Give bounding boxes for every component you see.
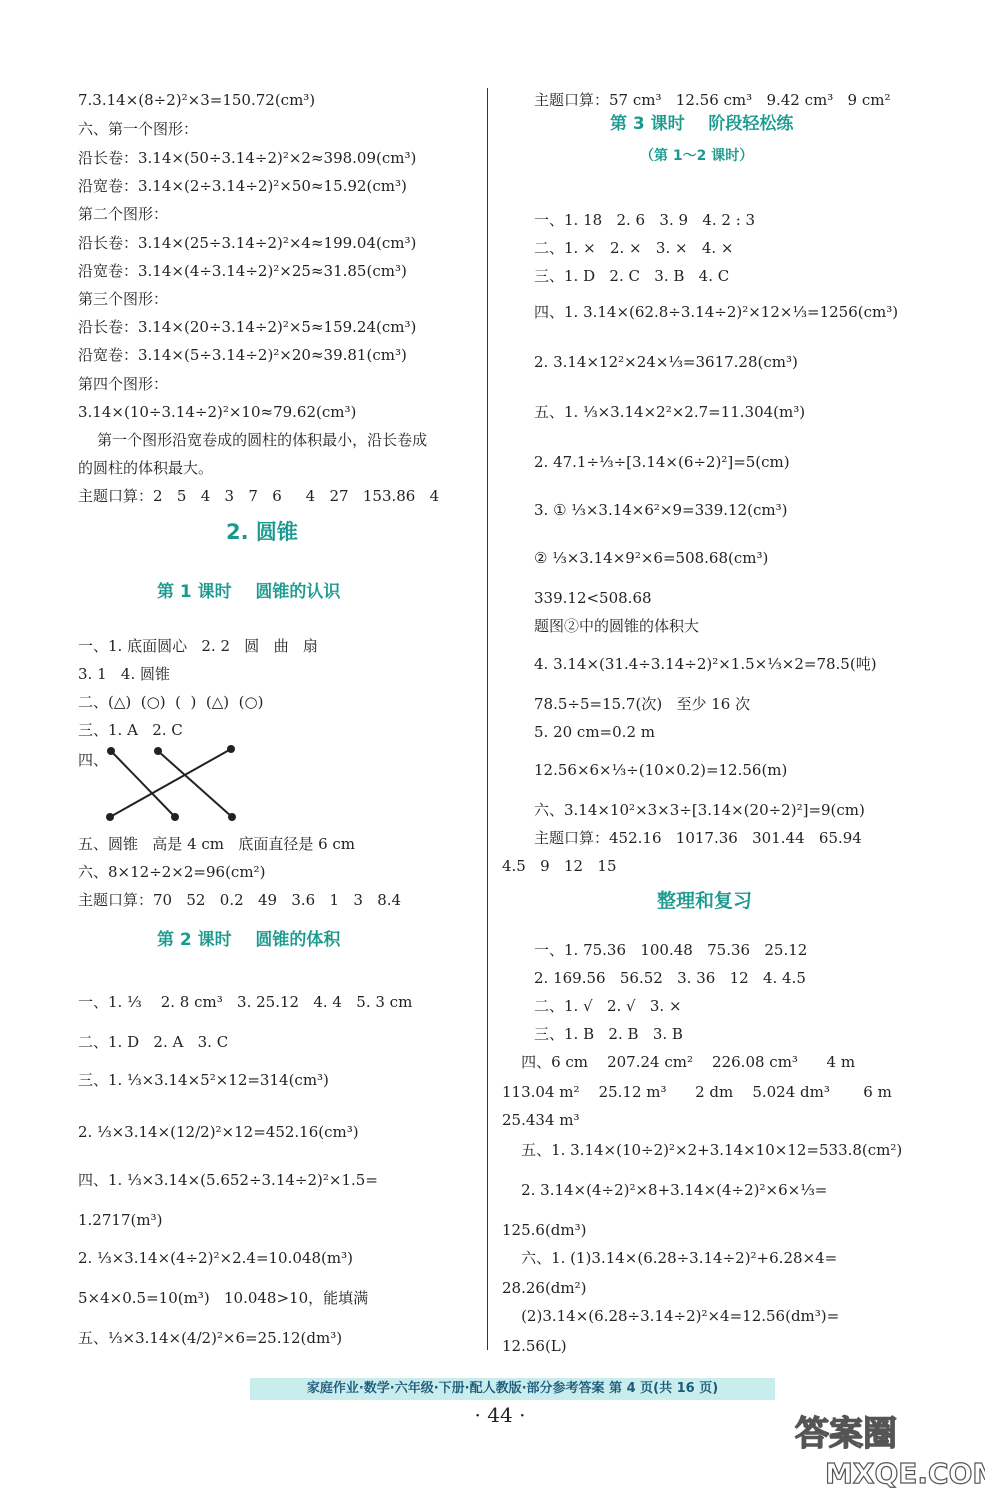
right-answer-line: 二、1. √ 2. √ 3. × — [534, 997, 682, 1015]
right-answer-line: 2. 169.56 56.52 3. 36 12 4. 4.5 — [534, 969, 806, 987]
right-answer-line: 主题口算：57 cm³ 12.56 cm³ 9.42 cm³ 9 cm² — [534, 91, 891, 109]
right-answer-line: 三、1. B 2. B 3. B — [534, 1025, 683, 1043]
left-answer-line: 3.14×(10÷3.14÷2)²×10≈79.62(cm³) — [78, 403, 357, 421]
right-answer-line: 二、1. × 2. × 3. × 4. × — [534, 239, 734, 257]
right-answer-line: 2. 47.1÷⅓÷[3.14×(6÷2)²]=5(cm) — [534, 453, 790, 471]
footer-bar: 家庭作业·数学·六年级·下册·配人教版·部分参考答案 第 4 页(共 16 页) — [250, 1378, 775, 1400]
column-divider — [487, 88, 488, 1350]
right-answer-line: 一、1. 75.36 100.48 75.36 25.12 — [534, 941, 808, 959]
left-answer-line: 六、8×12÷2×2=96(cm²) — [78, 863, 266, 881]
right-answer-line: 一、1. 18 2. 6 3. 9 4. 2 : 3 — [534, 211, 756, 229]
right-answer-line: 六、1. (1)3.14×(6.28÷3.14÷2)²+6.28×4= — [502, 1249, 838, 1267]
right-answer-line: 125.6(dm³) — [502, 1221, 587, 1239]
page-number: · 44 · — [474, 1403, 526, 1427]
left-answer-line: 五、⅓×3.14×(4/2)²×6=25.12(dm³) — [78, 1329, 343, 1347]
right-answer-line: 25.434 m³ — [502, 1111, 580, 1129]
left-answer-line: 7.3.14×(8÷2)²×3=150.72(cm³) — [78, 91, 316, 109]
left-answer-line: 第三个图形： — [78, 290, 169, 308]
right-answer-line: ② ⅓×3.14×9²×6=508.68(cm³) — [534, 549, 769, 567]
left-answer-line: 五、圆锥 高是 4 cm 底面直径是 6 cm — [78, 835, 356, 853]
right-answer-line: 5. 20 cm=0.2 m — [534, 723, 655, 741]
right-answer-line: 主题口算：452.16 1017.36 301.44 65.94 — [534, 829, 862, 847]
left-answer-line: 沿长卷：3.14×(20÷3.14÷2)²×5≈159.24(cm³) — [78, 318, 417, 336]
right-answer-line: 2. 3.14×12²×24×⅓=3617.28(cm³) — [534, 353, 798, 371]
right-answer-line: 2. 3.14×(4÷2)²×8+3.14×(4÷2)²×6×⅓= — [502, 1181, 828, 1199]
right-answer-line: 六、3.14×10²×3×3÷[3.14×(20÷2)²]=9(cm) — [534, 801, 865, 819]
left-answer-line: 第二个图形： — [78, 205, 169, 223]
right-answer-line: 12.56(L) — [502, 1337, 567, 1355]
left-answer-line: 沿宽卷：3.14×(2÷3.14÷2)²×50≈15.92(cm³) — [78, 177, 407, 195]
right-answer-line: 3. ① ⅓×3.14×6²×9=339.12(cm³) — [534, 501, 788, 519]
right-answer-line: 三、1. D 2. C 3. B 4. C — [534, 267, 730, 285]
left-answer-line: 沿宽卷：3.14×(4÷3.14÷2)²×25≈31.85(cm³) — [78, 262, 407, 280]
left-answer-line: 3. 1 4. 圆锥 — [78, 665, 171, 683]
right-answer-line: 五、1. ⅓×3.14×2²×2.7=11.304(m³) — [534, 403, 806, 421]
left-answer-line: 第一个图形沿宽卷成的圆柱的体积最小，沿长卷成 — [78, 431, 428, 449]
left-answer-line: 三、1. A 2. C — [78, 721, 183, 739]
right-answer-line: 题图②中的圆锥的体积大 — [534, 617, 700, 635]
left-answer-line: 1.2717(m³) — [78, 1211, 163, 1229]
left-answer-line: 六、第一个图形： — [78, 120, 199, 138]
left-answer-line: 主题口算：70 52 0.2 49 3.6 1 3 8.4 — [78, 891, 402, 909]
right-answer-line: 113.04 m² 25.12 m³ 2 dm 5.024 dm³ 6 m — [502, 1083, 892, 1101]
left-answer-line: 5×4×0.5=10(m³) 10.048>10，能填满 — [78, 1289, 369, 1307]
left-answer-line: 沿宽卷：3.14×(5÷3.14÷2)²×20≈39.81(cm³) — [78, 346, 407, 364]
left-answer-line: 沿长卷：3.14×(25÷3.14÷2)²×4≈199.04(cm³) — [78, 234, 417, 252]
left-answer-line: 2. ⅓×3.14×(12/2)²×12=452.16(cm³) — [78, 1123, 359, 1141]
right-answer-line: 4.5 9 12 15 — [502, 857, 617, 875]
heading-lesson-3-sub: （第 1～2 课时） — [640, 148, 754, 164]
left-answer-line: 四、 — [78, 751, 109, 769]
heading-lesson-1: 第 1 课时 圆锥的认识 — [157, 582, 341, 602]
right-answer-line: 28.26(dm²) — [502, 1279, 587, 1297]
right-answer-line: 四、6 cm 207.24 cm² 226.08 cm³ 4 m — [502, 1053, 856, 1071]
left-answer-line: 的圆柱的体积最大。 — [78, 459, 214, 477]
left-answer-line: 沿长卷：3.14×(50÷3.14÷2)²×2≈398.09(cm³) — [78, 149, 417, 167]
left-answer-line: 三、1. ⅓×3.14×5²×12=314(cm³) — [78, 1071, 329, 1089]
left-answer-line: 二、1. D 2. A 3. C — [78, 1033, 229, 1051]
left-answer-line: 二、(△) (○) ( ) (△) (○) — [78, 693, 264, 711]
watermark-logo — [785, 1403, 985, 1493]
heading-lesson-3: 第 3 课时 阶段轻松练 — [610, 114, 794, 134]
right-answer-line: 12.56×6×⅓÷(10×0.2)=12.56(m) — [534, 761, 788, 779]
left-answer-line: 2. ⅓×3.14×(4÷2)²×2.4=10.048(m³) — [78, 1249, 353, 1267]
left-answer-line: 一、1. ⅓ 2. 8 cm³ 3. 25.12 4. 4 5. 3 cm — [78, 993, 413, 1011]
left-answer-line: 第四个图形： — [78, 375, 169, 393]
matching-diagram — [100, 742, 250, 842]
heading-section-cone: 2. 圆锥 — [226, 520, 298, 544]
right-answer-line: 339.12<508.68 — [534, 589, 652, 607]
svg-text:MXQE.COM: MXQE.COM — [825, 1457, 985, 1490]
right-answer-line: 五、1. 3.14×(10÷2)²×2+3.14×10×12=533.8(cm²) — [502, 1141, 903, 1159]
heading-lesson-2: 第 2 课时 圆锥的体积 — [157, 930, 341, 950]
svg-text:答案圈: 答案圈 — [795, 1414, 897, 1454]
heading-review: 整理和复习 — [657, 890, 753, 912]
left-answer-line: 四、1. ⅓×3.14×(5.652÷3.14÷2)²×1.5= — [78, 1171, 378, 1189]
left-answer-line: 主题口算：2 5 4 3 7 6 4 27 153.86 4 — [78, 487, 440, 505]
right-answer-line: (2)3.14×(6.28÷3.14÷2)²×4=12.56(dm³)= — [502, 1307, 840, 1325]
right-answer-line: 4. 3.14×(31.4÷3.14÷2)²×1.5×⅓×2=78.5(吨) — [534, 655, 877, 673]
right-answer-line: 四、1. 3.14×(62.8÷3.14÷2)²×12×⅓=1256(cm³) — [534, 303, 899, 321]
right-answer-line: 78.5÷5=15.7(次) 至少 16 次 — [534, 695, 751, 713]
left-answer-line: 一、1. 底面圆心 2. 2 圆 曲 扇 — [78, 637, 318, 655]
